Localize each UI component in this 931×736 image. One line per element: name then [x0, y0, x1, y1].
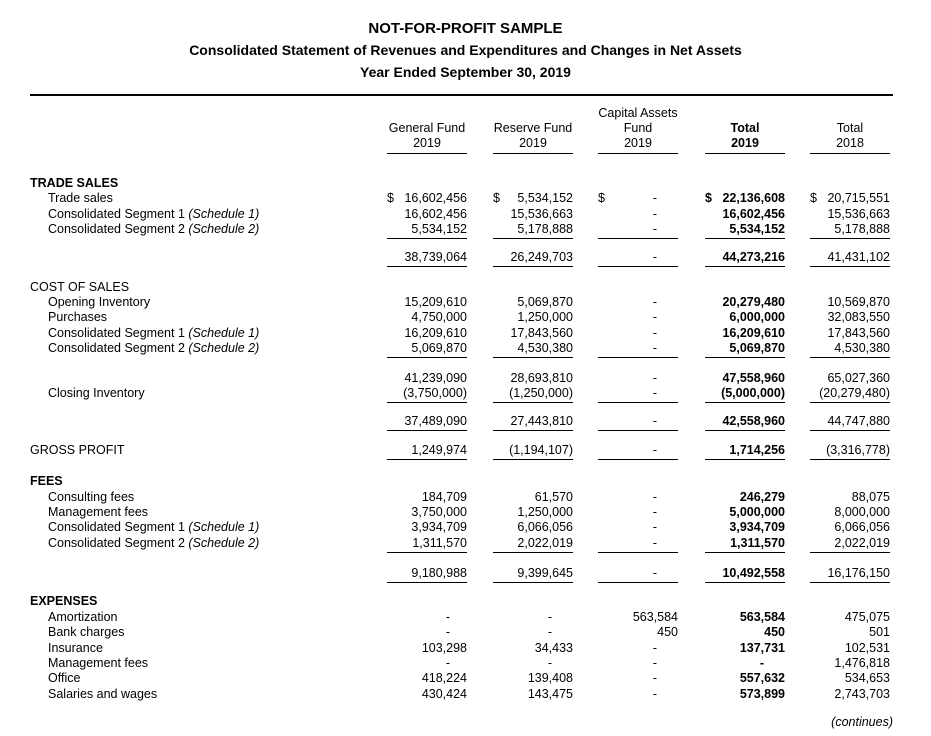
table-row: Consolidated Segment 1 (Schedule 1) 16,602,456 15,536,663 - 16,602,456 15,536,663 — [48, 207, 890, 221]
subtotal-rule — [493, 238, 573, 239]
total-rule — [810, 266, 890, 267]
total-rule — [387, 582, 467, 583]
total-rule — [493, 266, 573, 267]
subtotal-rule — [387, 402, 467, 403]
subtotal-rule — [387, 552, 467, 553]
col-reserve-fund: Reserve Fund 2019 — [493, 121, 573, 150]
subtotal-rule — [598, 238, 678, 239]
table-row: Management fees 3,750,000 1,250,000 - 5,000,000 8,000,000 — [48, 505, 890, 519]
subtotal-rule — [810, 402, 890, 403]
section-heading: FEES — [30, 474, 63, 488]
table-row: Consolidated Segment 2 (Schedule 2) 1,311,570 2,022,019 - 1,311,570 2,022,019 — [48, 536, 890, 550]
subtotal-rule — [493, 402, 573, 403]
total-row: 9,180,988 9,399,645 - 10,492,558 16,176,150 — [411, 566, 890, 580]
subtotal-rule — [493, 552, 573, 553]
subtotal-rule — [810, 238, 890, 239]
total-rule — [493, 430, 573, 431]
total-rule — [493, 582, 573, 583]
table-row: Consolidated Segment 1 (Schedule 1) 3,934,709 6,066,056 - 3,934,709 6,066,056 — [48, 520, 890, 534]
statement-title: NOT-FOR-PROFIT SAMPLE — [368, 20, 563, 37]
total-rule — [598, 430, 678, 431]
subtotal-rule — [705, 357, 785, 358]
section-heading: TRADE SALES — [30, 176, 119, 190]
table-row: Consolidated Segment 1 (Schedule 1) 16,209,610 17,843,560 - 16,209,610 17,843,560 — [48, 326, 890, 340]
table-row: Consulting fees 184,709 61,570 - 246,279 88,075 — [48, 490, 890, 504]
col-rule — [705, 153, 785, 154]
table-row: Office 418,224 139,408 - 557,632 534,653 — [48, 671, 890, 685]
col-rule — [387, 153, 467, 154]
total-row: 37,489,090 27,443,810 - 42,558,960 44,747,880 — [404, 414, 890, 428]
table-row: Trade sales $ 16,602,456 $ 5,534,152 $ - $ 22,136,608 $ 20,715,551 — [48, 191, 890, 205]
subtotal-rule — [705, 238, 785, 239]
continues-note: (continues) — [831, 715, 893, 729]
total-rule — [705, 582, 785, 583]
table-row: Salaries and wages 430,424 143,475 - 573,899 2,743,703 — [48, 687, 890, 701]
total-rule — [598, 582, 678, 583]
total-rule — [387, 266, 467, 267]
total-rule — [810, 582, 890, 583]
total-row: 38,739,064 26,249,703 - 44,273,216 41,431,102 — [404, 250, 890, 264]
subtotal-rule — [810, 552, 890, 553]
col-rule — [493, 153, 573, 154]
col-rule — [810, 153, 890, 154]
total-rule — [810, 430, 890, 431]
table-row: Purchases 4,750,000 1,250,000 - 6,000,000 32,083,550 — [48, 310, 890, 324]
table-row: Insurance 103,298 34,433 - 137,731 102,531 — [48, 641, 890, 655]
subtotal-rule — [598, 552, 678, 553]
total-rule — [598, 266, 678, 267]
col-general-fund: General Fund 2019 — [388, 121, 466, 150]
total-rule — [705, 459, 785, 460]
subtotal-rule — [598, 402, 678, 403]
col-capital-assets-fund: Capital Assets Fund 2019 — [598, 106, 678, 150]
table-row: Consolidated Segment 2 (Schedule 2) 5,534,152 5,178,888 - 5,534,152 5,178,888 — [48, 222, 890, 236]
col-total-2018: Total 2018 — [836, 121, 864, 150]
total-rule — [810, 459, 890, 460]
table-row: Closing Inventory (3,750,000) (1,250,000) - (5,000,000) (20,279,480) — [48, 386, 890, 400]
subtotal-rule — [387, 238, 467, 239]
total-rule — [598, 459, 678, 460]
table-row: Amortization - - 563,584 563,584 475,075 — [48, 610, 890, 624]
subtotal-row: 41,239,090 28,693,810 - 47,558,960 65,027,360 — [404, 371, 890, 385]
subtotal-rule — [705, 402, 785, 403]
total-rule — [705, 430, 785, 431]
statement-period: Year Ended September 30, 2019 — [360, 64, 571, 80]
total-rule — [705, 266, 785, 267]
subtotal-rule — [387, 357, 467, 358]
table-row: Bank charges - - 450 450 501 — [48, 625, 890, 639]
subtotal-rule — [810, 357, 890, 358]
table-row: Opening Inventory 15,209,610 5,069,870 - 20,279,480 10,569,870 — [48, 295, 890, 309]
total-rule — [387, 459, 467, 460]
total-rule — [493, 459, 573, 460]
col-total-2019: Total 2019 — [730, 121, 760, 150]
subtotal-rule — [598, 357, 678, 358]
subtotal-rule — [493, 357, 573, 358]
total-rule — [387, 430, 467, 431]
gross-profit-row: GROSS PROFIT 1,249,974 (1,194,107) - 1,714,256 (3,316,778) — [30, 443, 890, 457]
subtotal-rule — [705, 552, 785, 553]
col-rule — [598, 153, 678, 154]
table-row: Consolidated Segment 2 (Schedule 2) 5,069,870 4,530,380 - 5,069,870 4,530,380 — [48, 341, 890, 355]
section-heading: EXPENSES — [30, 594, 98, 608]
statement-subtitle: Consolidated Statement of Revenues and Expenditures and Changes in Net Assets — [189, 42, 742, 58]
header-rule — [30, 94, 893, 96]
table-row: Management fees - - - - 1,476,818 — [48, 656, 890, 670]
section-heading: COST OF SALES — [30, 280, 130, 294]
